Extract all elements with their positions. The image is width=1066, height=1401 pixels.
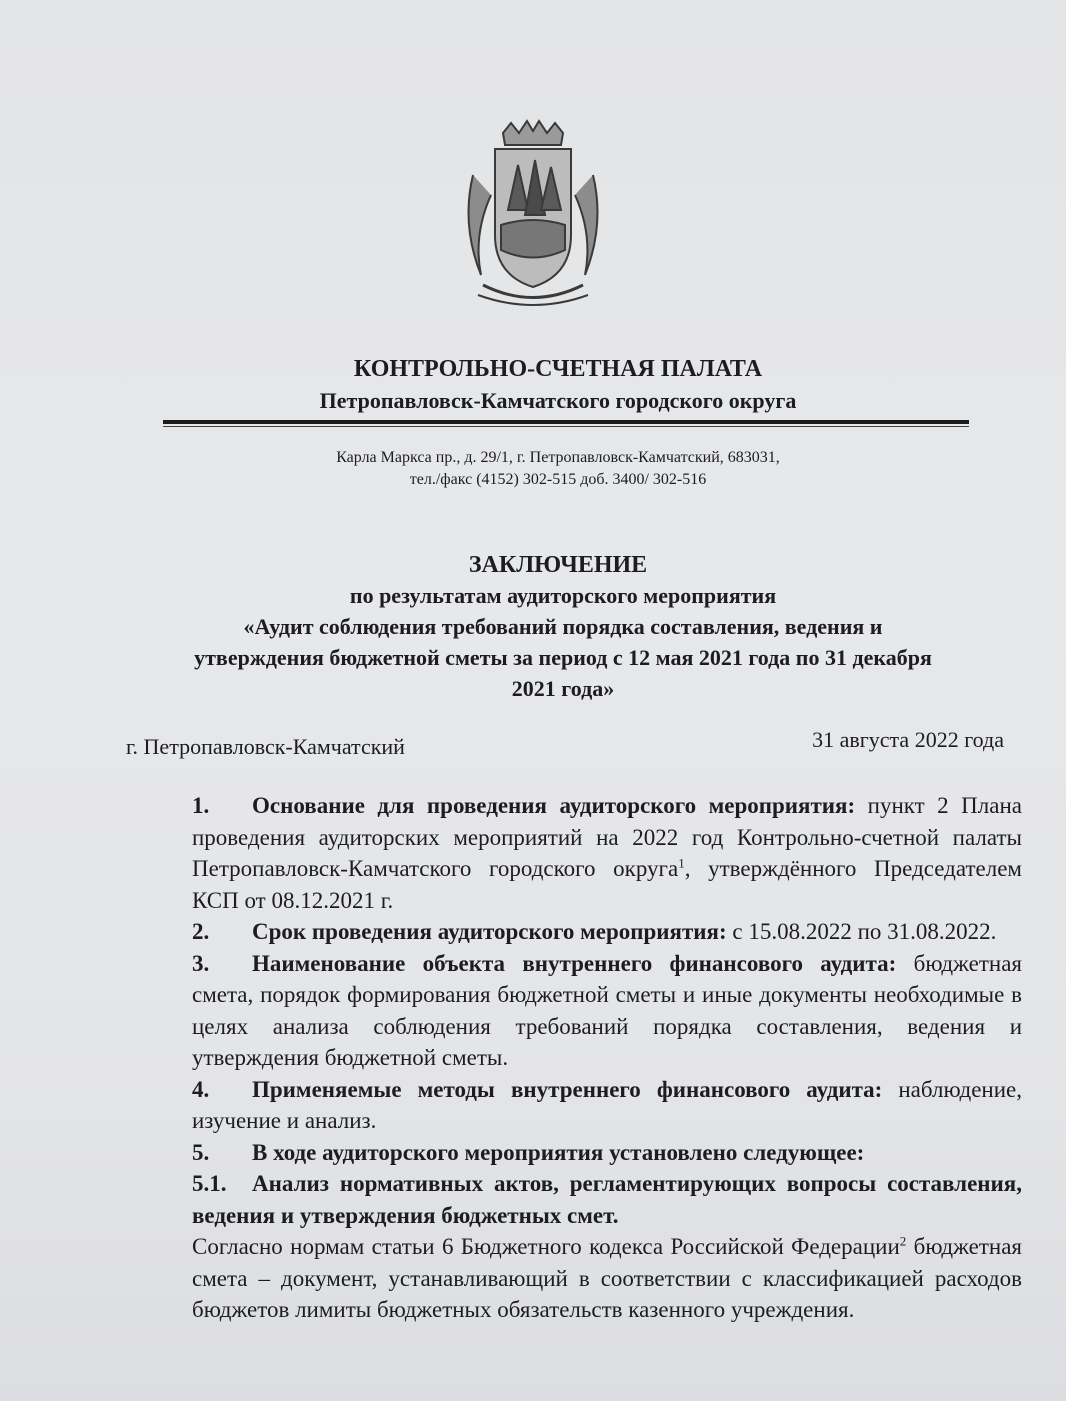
- subtitle-line: 2021 года»: [511, 676, 615, 701]
- paragraph-text: бюджетная смета – документ, устанавливающий в соответствии с классификацией расходов бюджетов лимиты бюджетных обязательств казенного учреждения.: [192, 1234, 1022, 1322]
- document-title: ЗАКЛЮЧЕНИЕ: [468, 552, 648, 578]
- section-text: , утверждённого Председателем КСП от 08.12.2021 г.: [192, 856, 1022, 913]
- header-rule: [163, 420, 969, 424]
- subtitle-line: утверждения бюджетной сметы за период с 12 мая 2021 года по 31 декабря: [194, 645, 932, 670]
- section-text: пункт 2 Плана проведения аудиторских мероприятий на 2022 год Контрольно-счетной палаты Петропавловск-Камчатского городского округа: [192, 793, 1022, 881]
- place: г. Петропавловск-Камчатский: [126, 734, 405, 759]
- subtitle-line: по результатам аудиторского мероприятия: [349, 583, 777, 608]
- section-number: 1.: [192, 793, 210, 818]
- section-number: 5.: [192, 1139, 210, 1165]
- section-heading: Наименование объекта внутреннего финансового аудита:: [252, 950, 897, 976]
- section-heading: Срок проведения аудиторского мероприятия:: [252, 919, 727, 944]
- section-2: [126, 916, 1022, 948]
- org-subtitle: Петропавловск-Камчатского городского округа: [319, 388, 797, 413]
- section-5-1: [126, 1168, 1022, 1231]
- body-paragraph: [126, 1231, 1022, 1326]
- paragraph-text: Согласно нормам статьи 6 Бюджетного кодекса Российской Федерации: [192, 1234, 900, 1259]
- section-1: [126, 790, 1022, 916]
- section-heading: Основание для проведения аудиторского мероприятия:: [252, 793, 856, 818]
- section-heading: Применяемые методы внутреннего финансового аудита:: [252, 1076, 883, 1102]
- section-heading: В ходе аудиторского мероприятия установлено следующее:: [252, 1139, 865, 1165]
- phone-line: тел./факс (4152) 302-515 доб. 3400/ 302-516: [409, 471, 707, 488]
- coat-of-arms-emblem: [433, 115, 633, 315]
- address-line: Карла Маркса пр., д. 29/1, г. Петропавловск-Камчатский, 683031,: [336, 449, 780, 466]
- document-subtitle: [120, 580, 1006, 704]
- document-body: [126, 790, 1022, 1326]
- org-name: КОНТРОЛЬНО-СЧЕТНАЯ ПАЛАТА: [353, 356, 763, 382]
- footnote-ref: 2: [899, 1233, 907, 1249]
- subtitle-line: «Аудит соблюдения требований порядка составления, ведения и: [243, 614, 883, 639]
- section-number: 4.: [192, 1076, 210, 1102]
- section-text: бюджетная смета, порядок формирования бюджетной сметы и иные документы необходимые в целях анализа соблюдения требований порядка составления, ведения и утверждения бюджетной сметы.: [192, 950, 1022, 1070]
- footnote-ref: 1: [678, 855, 685, 871]
- section-number: 5.1.: [192, 1171, 227, 1196]
- section-number: 2.: [192, 919, 210, 944]
- section-3: [126, 948, 1022, 1074]
- document-date: 31 августа 2022 года: [812, 727, 1004, 752]
- header-rule-thin: [163, 426, 969, 427]
- section-text: наблюдение, изучение и анализ.: [192, 1076, 1022, 1133]
- section-4: [126, 1074, 1022, 1137]
- section-5: [126, 1137, 1022, 1169]
- section-text: с 15.08.2022 по 31.08.2022.: [726, 919, 997, 944]
- section-number: 3.: [192, 950, 210, 976]
- section-heading: Анализ нормативных актов, регламентирующих вопросы составления, ведения и утверждения бюджетных смет.: [192, 1171, 1022, 1228]
